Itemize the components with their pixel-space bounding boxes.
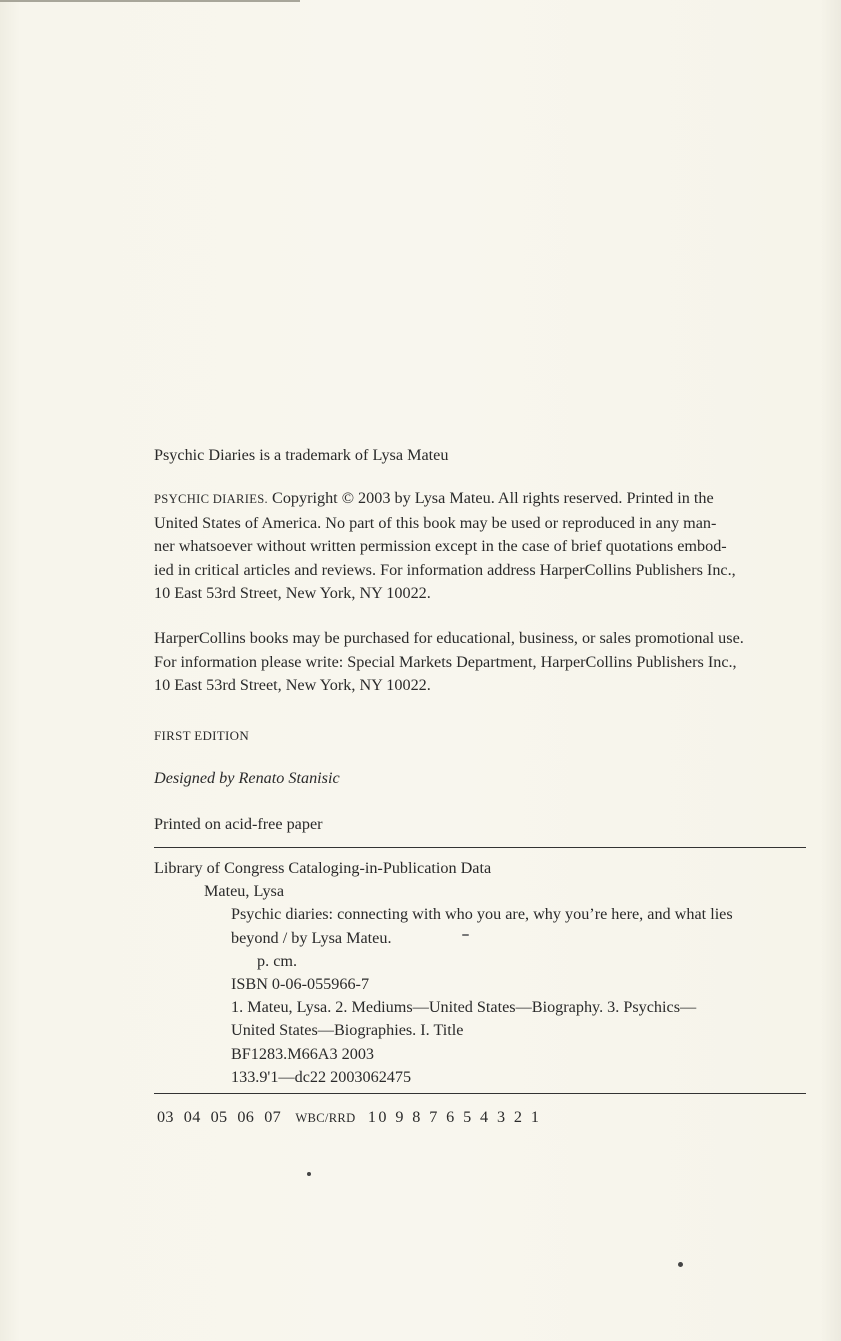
- book-title-small-caps: PSYCHIC DIARIES.: [154, 492, 268, 506]
- cip-bottom-rule: [154, 1093, 806, 1094]
- copyright-line-4: ied in critical articles and reviews. For information address HarperCollins Publishers Inc.,: [154, 560, 736, 579]
- cip-data-block: [154, 857, 806, 1089]
- printing-year: 06: [237, 1108, 255, 1126]
- cip-title-line-2: beyond / by Lysa Mateu.: [231, 928, 392, 947]
- cip-lccn: 2003062475: [330, 1067, 412, 1086]
- paper-speck: [678, 1262, 683, 1267]
- top-edge-line: [0, 0, 300, 2]
- cip-isbn: ISBN 0-06-055966-7: [231, 975, 370, 994]
- cip-title-line-1: Psychic diaries: connecting with who you are, why you’re here, and what lies: [231, 905, 733, 924]
- printer-code: WBC/RRD: [295, 1111, 356, 1125]
- cip-author: Mateu, Lysa: [204, 882, 285, 901]
- paper-speck: [307, 1172, 311, 1176]
- copyright-line-5: 10 East 53rd Street, New York, NY 10022.: [154, 584, 431, 602]
- cip-lc-class: BF1283.M66A3 2003: [231, 1044, 375, 1063]
- special-sales-line-2: For information please write: Special Markets Department, HarperCollins Publishers Inc.,: [154, 652, 737, 671]
- cip-subjects-line-1: 1. Mateu, Lysa. 2. Mediums—United States—Biography. 3. Psychics—: [231, 998, 697, 1017]
- paper-speck: [462, 934, 469, 936]
- printing-year: 05: [210, 1108, 228, 1126]
- copyright-notice: [154, 487, 806, 606]
- printing-year: 07: [264, 1108, 281, 1126]
- printing-year: 03: [157, 1108, 174, 1126]
- special-sales-notice: [154, 627, 806, 698]
- cip-heading: Library of Congress Cataloging-in-Publication Data: [154, 859, 492, 877]
- printing-numbers: 10 9 8 7 6 5 4 3 2 1: [367, 1108, 542, 1126]
- edition-label: FIRST EDITION: [154, 728, 250, 743]
- special-sales-line-1: HarperCollins books may be purchased for educational, business, or sales promotional use.: [154, 629, 744, 647]
- printing-year: 04: [183, 1108, 201, 1126]
- copyright-line-1: Copyright © 2003 by Lysa Mateu. All rights reserved. Printed in the: [267, 489, 714, 507]
- paper-notice: Printed on acid-free paper: [154, 815, 323, 833]
- copyright-line-2: United States of America. No part of this book may be used or reproduced in any man-: [154, 513, 717, 532]
- printing-line: [157, 1108, 541, 1127]
- copyright-line-3: ner whatsoever without written permission except in the case of brief quotations embod-: [154, 537, 727, 555]
- cip-pages: p. cm.: [257, 951, 298, 970]
- cip-top-rule: [154, 847, 806, 848]
- printing-years: [157, 1108, 295, 1126]
- cip-dewey: 133.9'1—dc22: [231, 1067, 327, 1086]
- trademark-notice: [154, 444, 806, 468]
- special-sales-line-3: 10 East 53rd Street, New York, NY 10022.: [154, 676, 431, 694]
- designer-credit: Designed by Renato Stanisic: [154, 769, 340, 787]
- trademark-text: Psychic Diaries is a trademark of Lysa Mateu: [154, 446, 449, 464]
- cip-subjects-line-2: United States—Biographies. I. Title: [231, 1021, 464, 1040]
- cip-dewey-row: [154, 1066, 806, 1089]
